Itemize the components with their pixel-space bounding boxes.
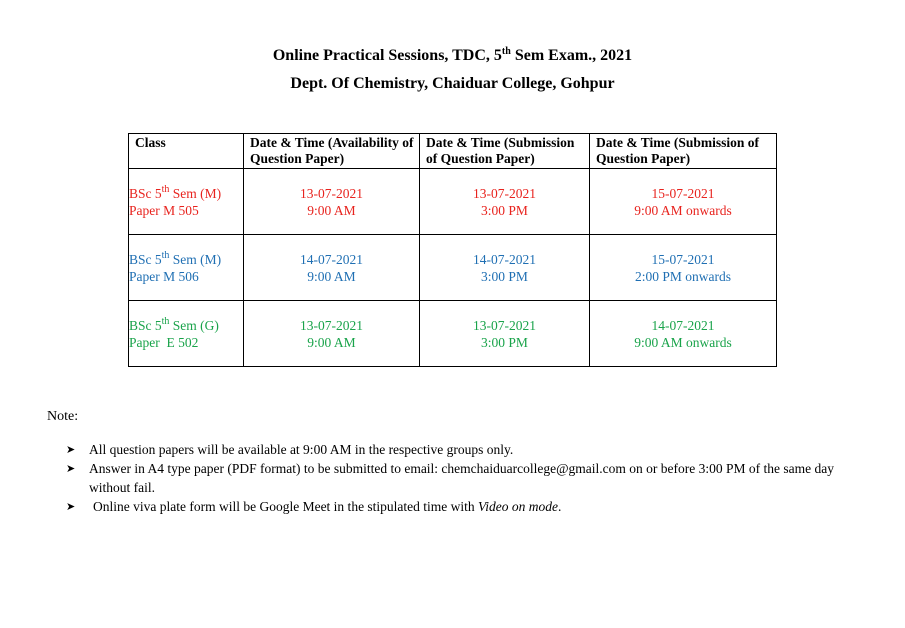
table-row [129, 235, 777, 301]
viva-cell: 14-07-2021 9:00 AM onwards [590, 301, 777, 367]
note-item: ➤ All question papers will be available at 9:00 AM in the respective groups only. [66, 442, 514, 457]
page-subtitle: Dept. Of Chemistry, Chaiduar College, Gohpur [290, 75, 615, 92]
paper-code: Paper M 505 [129, 202, 199, 218]
availability-cell: 13-07-2021 9:00 AM [244, 169, 420, 235]
notes-list [66, 440, 856, 516]
viva-cell: 15-07-2021 9:00 AM onwards [590, 169, 777, 235]
note-item: ➤ Online viva plate form will be Google Meet in the stipulated time with Video on mode. [66, 499, 562, 514]
header-availability: Date & Time (Availability of Question Paper) [244, 134, 420, 169]
arrow-bullet-icon: ➤ [66, 443, 76, 456]
schedule-table [128, 133, 777, 367]
submission-cell: 14-07-2021 3:00 PM [420, 235, 590, 301]
table-header-row [129, 134, 777, 169]
class-cell: BSc 5th Sem (G) Paper E 502 [129, 301, 244, 367]
note-label: Note: [47, 409, 79, 424]
header-submission-2: Date & Time (Submission of Question Paper) [590, 134, 777, 169]
submission-cell: 13-07-2021 3:00 PM [420, 169, 590, 235]
submission-cell: 13-07-2021 3:00 PM [420, 301, 590, 367]
class-cell: BSc 5th Sem (M) Paper M 506 [129, 235, 244, 301]
arrow-bullet-icon: ➤ [66, 500, 76, 513]
class-cell: BSc 5th Sem (M) Paper M 505 [129, 169, 244, 235]
header-class: Class [129, 134, 244, 169]
note-item: ➤ Answer in A4 type paper (PDF format) to be submitted to email: chemchaiduarcollege@gmail.com on or before 3:00 PM of the same day without fail. [66, 461, 834, 495]
availability-cell: 13-07-2021 9:00 AM [244, 301, 420, 367]
paper-code: Paper E 502 [129, 334, 199, 350]
arrow-bullet-icon: ➤ [66, 462, 76, 475]
viva-cell: 15-07-2021 2:00 PM onwards [590, 235, 777, 301]
page-title: Online Practical Sessions, TDC, 5th Sem Exam., 2021 [272, 46, 633, 64]
table-row [129, 301, 777, 367]
video-on-mode-text: Video on mode [478, 499, 559, 514]
table-row [129, 169, 777, 235]
title-superscript: th [501, 46, 511, 57]
header-submission: Date & Time (Submission of Question Paper) [420, 134, 590, 169]
availability-cell: 14-07-2021 9:00 AM [244, 235, 420, 301]
paper-code: Paper M 506 [129, 268, 199, 284]
